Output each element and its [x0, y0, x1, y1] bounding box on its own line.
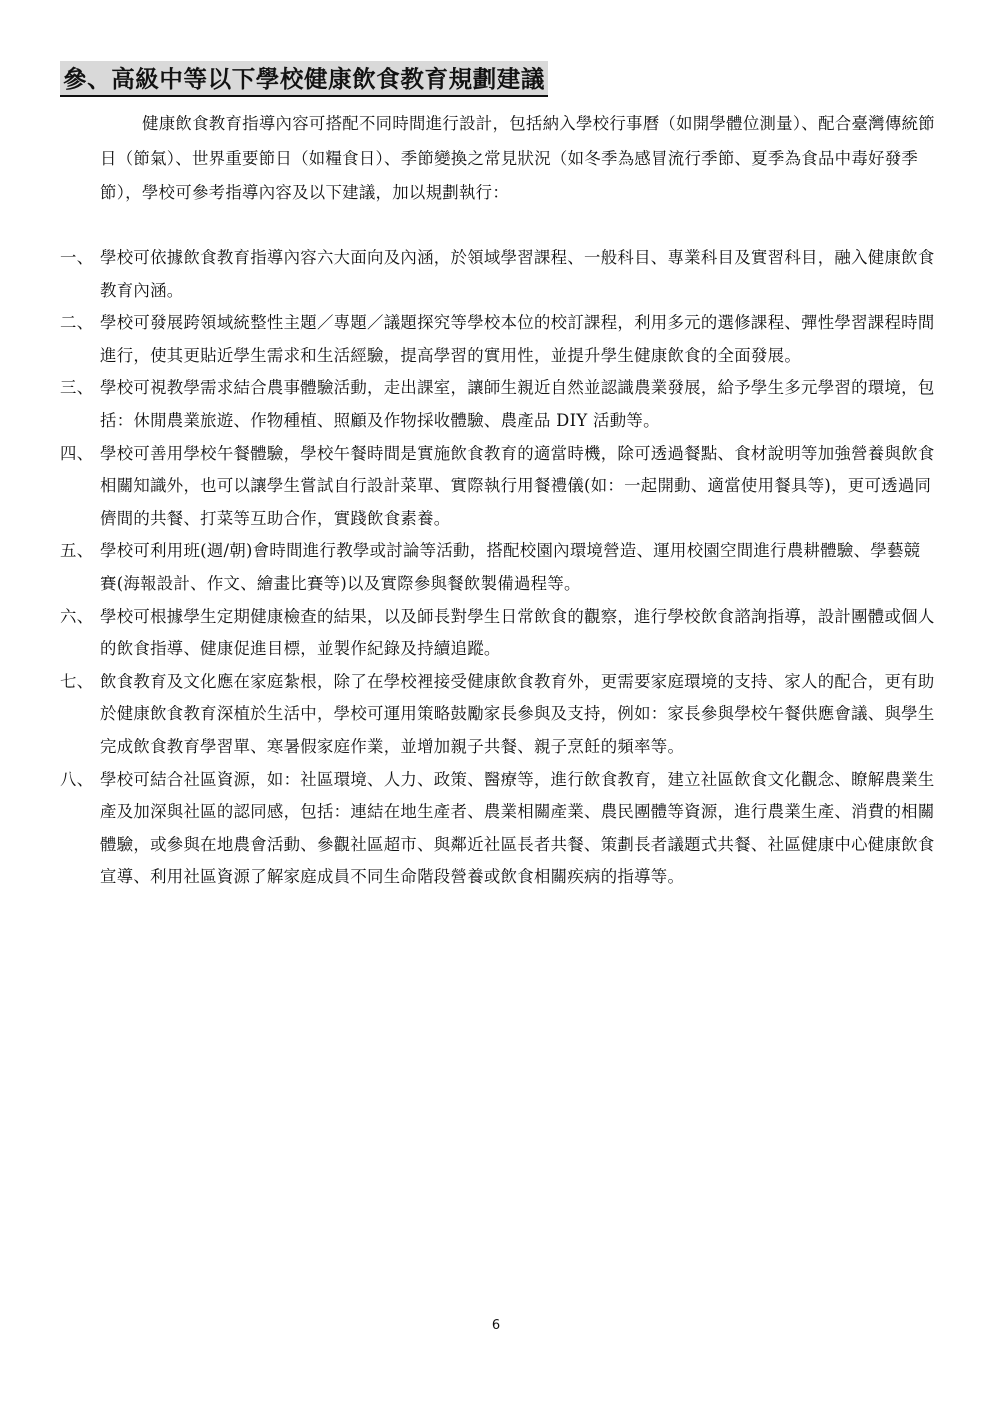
- list-item: [60, 764, 936, 894]
- list-item-number: 七、: [60, 671, 94, 691]
- list-item: [60, 438, 936, 536]
- list-item: [60, 601, 936, 666]
- list-item-number: 四、: [60, 443, 94, 463]
- list-item-number: 二、: [60, 313, 94, 333]
- list-item-text: 學校可利用班(週/朝)會時間進行教學或討論等活動，搭配校園內環境營造、運用校園空間進行農耕體驗、學藝競賽(海報設計、作文、繪畫比賽等)以及實際參與餐飲製備過程等。: [100, 541, 921, 593]
- list-item-number: 六、: [60, 606, 94, 626]
- list-item-text: 學校可依據飲食教育指導內容六大面向及內涵，於領域學習課程、一般科目、專業科目及實習科目，融入健康飲食教育內涵。: [100, 248, 935, 300]
- list-item: [60, 666, 936, 764]
- list-item-text: 學校可結合社區資源，如：社區環境、人力、政策、醫療等，進行飲食教育，建立社區飲食文化觀念、瞭解農業生產及加深與社區的認同感，包括：連結在地生產者、農業相關產業、農民團體等資源，進行農業生產、消費的相關體驗，或參與在地農會活動、參觀社區超市、與鄰近社區長者共餐、策劃長者議題式共餐、社區健康中心健康飲食宣導、利用社區資源了解家庭成員不同生命階段營養或飲食相關疾病的指導等。: [100, 769, 935, 887]
- list-item-number: 一、: [60, 248, 94, 267]
- list-item-text: 學校可根據學生定期健康檢查的結果，以及師長對學生日常飲食的觀察，進行學校飲食諮詢指導，設計團體或個人的飲食指導、健康促進目標，並製作紀錄及持續追蹤。: [100, 606, 935, 659]
- list-item-text: 學校可視教學需求結合農事體驗活動，走出課室，讓師生親近自然並認識農業發展，給予學生多元學習的環境，包括：休閒農業旅遊、作物種植、照顧及作物採收體驗、農產品 DIY 活動等。: [100, 378, 935, 430]
- intro-paragraph: 健康飲食教育指導內容可搭配不同時間進行設計，包括納入學校行事曆（如開學體位測量）、配合臺灣傳統節日（節氣）、世界重要節日（如糧食日）、季節變換之常見狀況（如冬季為感冒流行季節、夏季為食品中毒好發季節），學校可參考指導內容及以下建議，加以規劃執行：: [100, 114, 935, 202]
- list-item-text: 飲食教育及文化應在家庭紮根，除了在學校裡接受健康飲食教育外，更需要家庭環境的支持、家人的配合，更有助於健康飲食教育深植於生活中，學校可運用策略鼓勵家長參與及支持，例如：家長參與學校午餐供應會議、與學生完成飲食教育學習單、寒暑假家庭作業，並增加親子共餐、親子烹飪的頻率等。: [100, 671, 935, 756]
- list-item-text: 學校可善用學校午餐體驗，學校午餐時間是實施飲食教育的適當時機，除可透過餐點、食材說明等加強營養與飲食相關知識外，也可以讓學生嘗試自行設計菜單、實際執行用餐禮儀(如：一起開動、適當使用餐具等)，更可透過同儕間的共餐、打菜等互助合作，實踐飲食素養。: [100, 443, 935, 528]
- list-item: [60, 372, 936, 437]
- list-item-number: 五、: [60, 541, 94, 561]
- list-item: [60, 242, 936, 307]
- list-item: [60, 535, 936, 600]
- list-item-text: 學校可發展跨領域統整性主題／專題／議題探究等學校本位的校訂課程，利用多元的選修課程、彈性學習課程時間進行，使其更貼近學生需求和生活經驗，提高學習的實用性，並提升學生健康飲食的全面發展。: [100, 313, 935, 365]
- recommendation-list: [60, 242, 936, 894]
- section-heading: 參、高級中等以下學校健康飲食教育規劃建議: [60, 61, 548, 97]
- page-number: 6: [491, 1318, 501, 1333]
- list-item-number: 三、: [60, 378, 94, 398]
- list-item-number: 八、: [60, 769, 94, 789]
- list-item: [60, 307, 936, 372]
